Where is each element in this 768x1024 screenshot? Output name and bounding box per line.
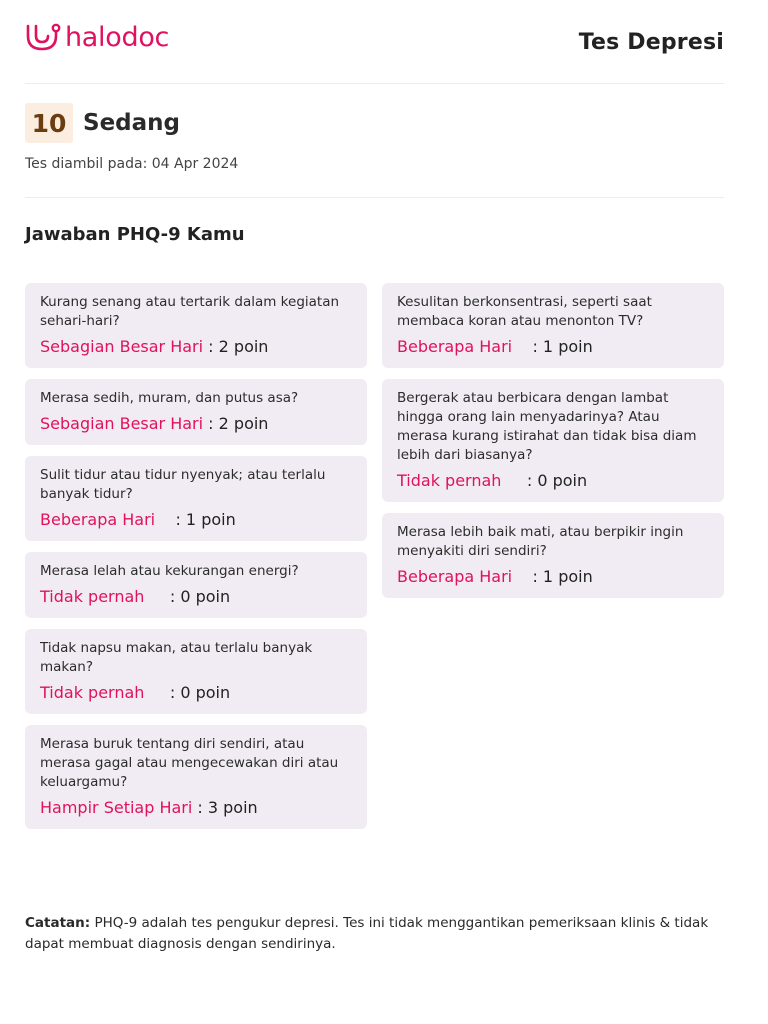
stethoscope-smile-icon (25, 22, 61, 54)
brand-name: halodoc (65, 22, 170, 53)
note-text: PHQ-9 adalah tes pengukur depresi. Tes ini tidak menggantikan pemeriksaan klinis & tidak dapat membuat diagnosis dengan sendirinya. (25, 915, 709, 952)
severity-label: Sedang (83, 110, 180, 136)
answer-points: : 2 poin (203, 414, 269, 433)
question-text: Kurang senang atau tertarik dalam kegiatan sehari-hari? (40, 294, 340, 329)
document-title: Tes Depresi (578, 30, 724, 55)
answer-label: Tidak pernah (40, 683, 145, 702)
question-card (25, 379, 367, 445)
question-text: Kesulitan berkonsentrasi, seperti saat membaca koran atau menonton TV? (397, 294, 652, 329)
question-card (25, 552, 367, 618)
question-card (25, 456, 367, 541)
section-title: Jawaban PHQ-9 Kamu (25, 224, 245, 245)
answer-points: : 1 poin (512, 337, 593, 356)
question-text: Merasa buruk tentang diri sendiri, atau merasa gagal atau mengecewakan diri atau keluargamu? (40, 736, 339, 790)
header (25, 22, 724, 62)
questions-column-left (25, 283, 367, 840)
question-card (25, 283, 367, 368)
brand-logo (25, 22, 169, 54)
answer-points: : 0 poin (144, 587, 231, 606)
answer-label: Beberapa Hari (397, 567, 513, 586)
score-row (25, 103, 180, 143)
questions-column-right (382, 283, 724, 609)
answer-points: : 1 poin (155, 510, 236, 529)
answer-points: : 0 poin (144, 683, 231, 702)
question-text: Merasa sedih, muram, dan putus asa? (40, 390, 299, 406)
question-card (382, 379, 724, 502)
question-card (25, 725, 367, 829)
question-text: Tidak napsu makan, atau terlalu banyak makan? (40, 640, 313, 675)
answer-points: : 0 poin (501, 471, 588, 490)
test-date: Tes diambil pada: 04 Apr 2024 (25, 156, 239, 172)
question-card (382, 513, 724, 598)
question-text: Sulit tidur atau tidur nyenyak; atau terlalu banyak tidur? (40, 467, 326, 502)
answer-label: Beberapa Hari (397, 337, 513, 356)
question-card (382, 283, 724, 368)
answer-points: : 2 poin (203, 337, 269, 356)
disclaimer-note (25, 913, 724, 955)
answer-label: Beberapa Hari (40, 510, 156, 529)
answer-points: : 1 poin (512, 567, 593, 586)
answer-points: : 3 poin (192, 798, 258, 817)
question-text: Bergerak atau berbicara dengan lambat hingga orang lain menyadarinya? Atau merasa kurang istirahat dan tidak bisa diam lebih dari biasanya? (397, 390, 697, 463)
answer-label: Sebagian Besar Hari (40, 337, 204, 356)
question-card (25, 629, 367, 714)
question-text: Merasa lelah atau kekurangan energi? (40, 563, 299, 579)
answer-label: Tidak pernah (397, 471, 502, 490)
answer-label: Sebagian Besar Hari (40, 414, 204, 433)
question-text: Merasa lebih baik mati, atau berpikir ingin menyakiti diri sendiri? (397, 524, 684, 559)
note-label: Catatan: (25, 915, 91, 931)
answer-label: Hampir Setiap Hari (40, 798, 193, 817)
result-divider (25, 197, 724, 198)
score-badge: 10 (25, 103, 73, 143)
header-divider (25, 83, 724, 84)
answer-label: Tidak pernah (40, 587, 145, 606)
